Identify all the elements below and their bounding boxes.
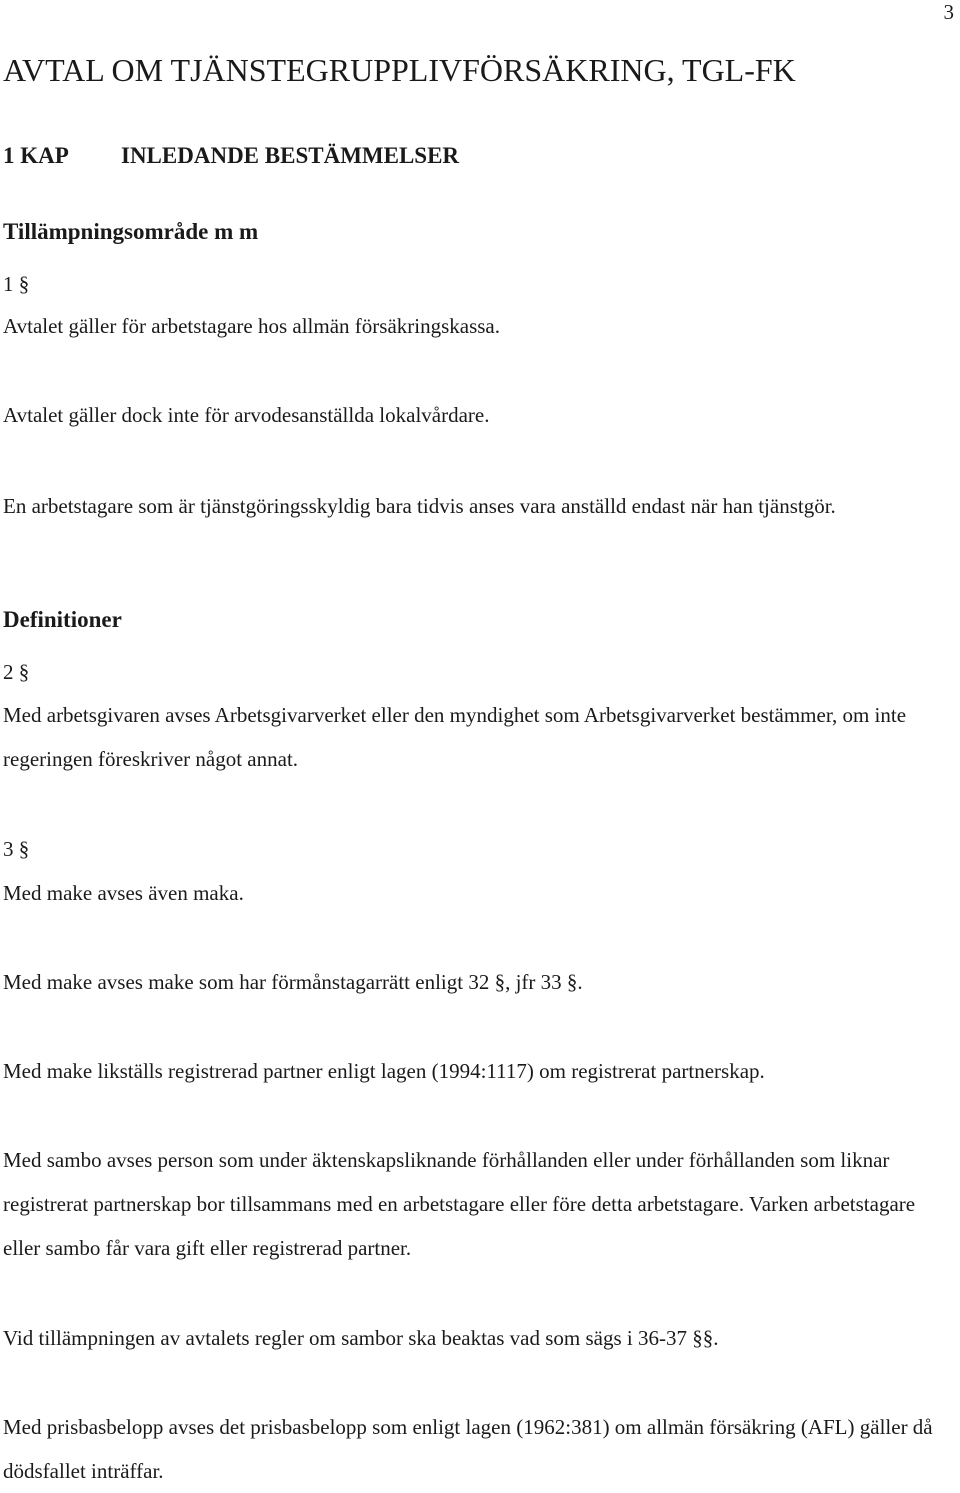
chapter-heading <box>3 142 460 170</box>
paragraph-8: Med sambo avses person som under äktenskapsliknande förhållanden eller under förhållanden som liknar registrerat partnerskap bor tillsammans med en arbetstagare eller före detta arbetstagare. Varken arbetstagare eller sambo får vara gift eller registrerad partner. <box>3 1148 916 1260</box>
document-title: AVTAL OM TJÄNSTEGRUPPLIVFÖRSÄKRING, TGL-FK <box>3 52 796 88</box>
section-1-marker: 1 § <box>3 272 30 296</box>
chapter-number: 1 KAP <box>3 143 69 168</box>
section-3-marker: 3 § <box>3 837 30 861</box>
paragraph-7: Med make likställs registrerad partner enligt lagen (1994:1117) om registrerat partnerskap. <box>3 1059 765 1083</box>
paragraph-10: Med prisbasbelopp avses det prisbasbelopp som enligt lagen (1962:381) om allmän försäkring (AFL) gäller då dödsfallet inträffar. <box>3 1415 933 1483</box>
paragraph-3: En arbetstagare som är tjänstgöringsskyldig bara tidvis anses vara anställd endast när han tjänstgör. <box>3 494 836 518</box>
paragraph-2: Avtalet gäller dock inte för arvodesanställda lokalvårdare. <box>3 403 490 427</box>
chapter-title: INLEDANDE BESTÄMMELSER <box>121 143 460 168</box>
paragraph-1: Avtalet gäller för arbetstagare hos allmän försäkringskassa. <box>3 314 501 338</box>
paragraph-4: Med arbetsgivaren avses Arbetsgivarverket eller den myndighet som Arbetsgivarverket bestämmer, om inte regeringen föreskriver något annat. <box>3 703 907 771</box>
heading-definitions: Definitioner <box>3 607 122 632</box>
section-2-marker: 2 § <box>3 660 30 684</box>
page-number: 3 <box>943 0 954 24</box>
paragraph-6: Med make avses make som har förmånstagarrätt enligt 32 §, jfr 33 §. <box>3 970 583 994</box>
paragraph-9: Vid tillämpningen av avtalets regler om sambor ska beaktas vad som sägs i 36-37 §§. <box>3 1326 719 1350</box>
paragraph-5: Med make avses även maka. <box>3 881 244 905</box>
heading-scope: Tillämpningsområde m m <box>3 219 259 244</box>
